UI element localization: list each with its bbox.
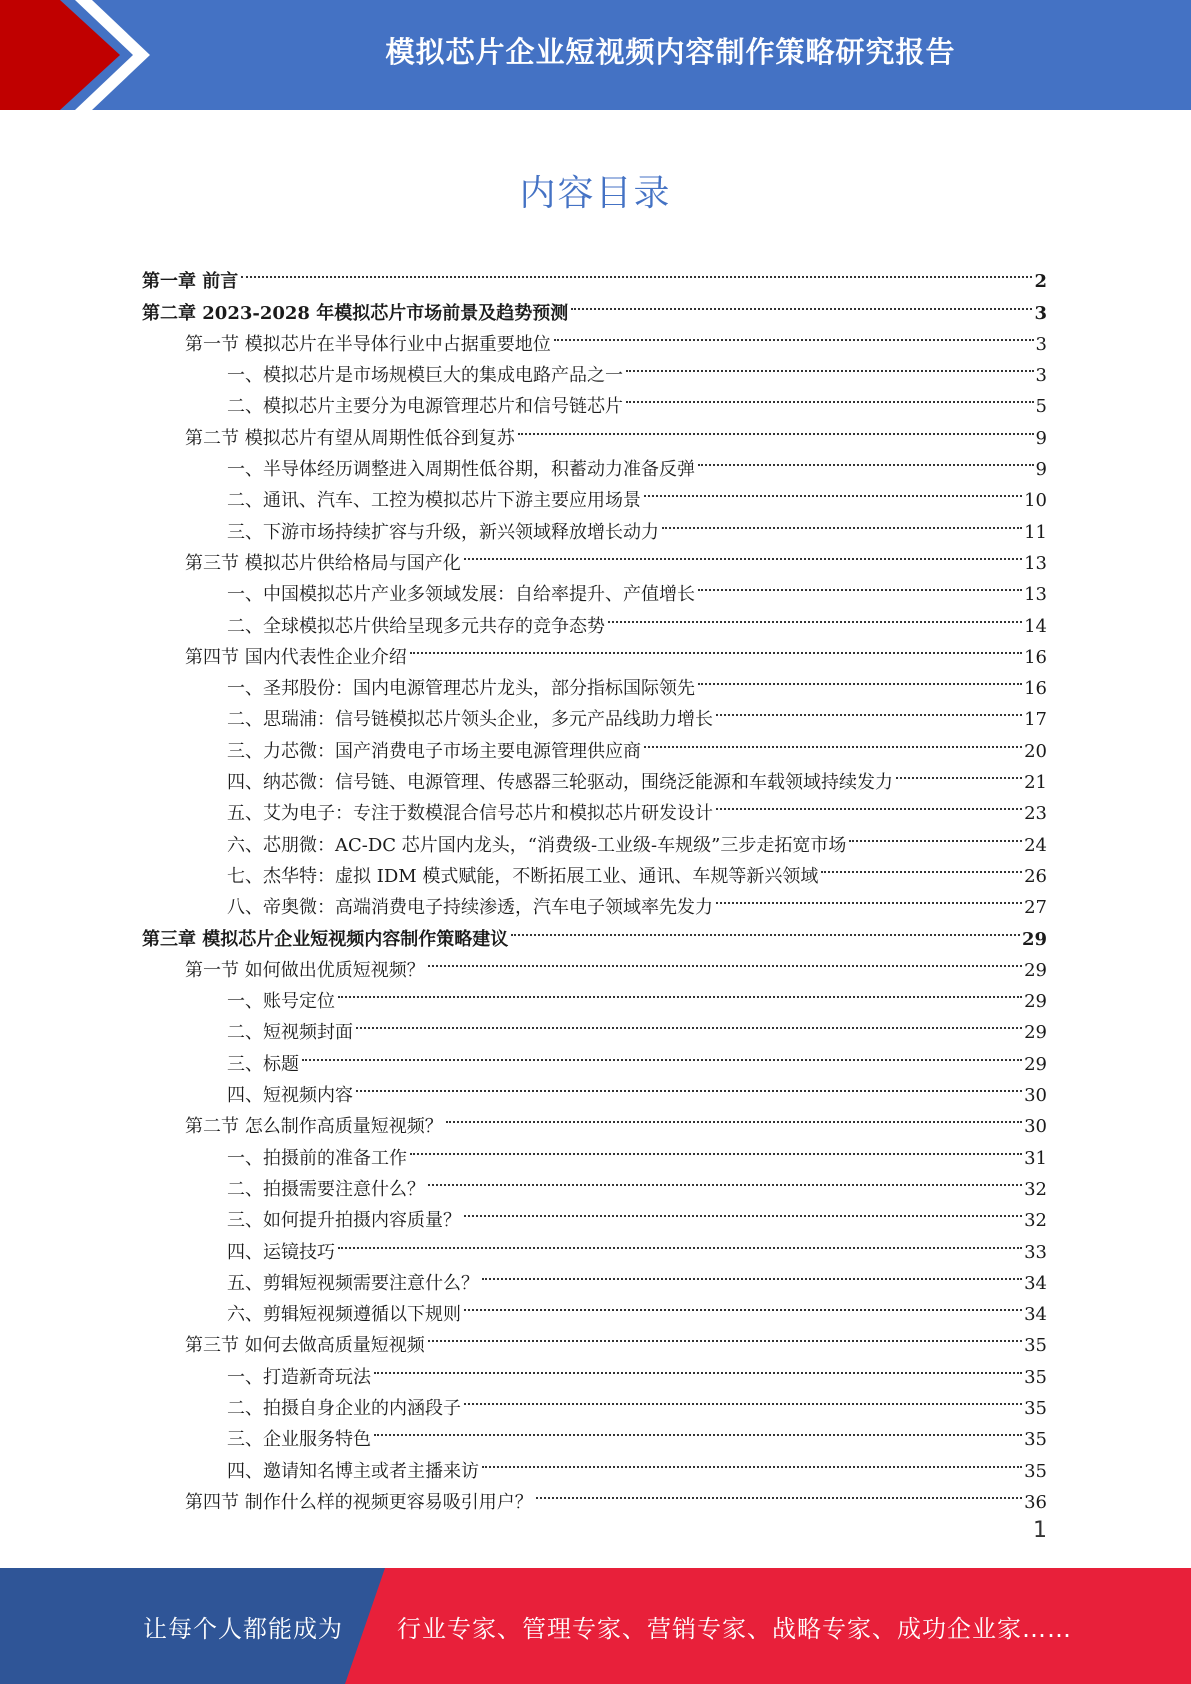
toc-entry-label: 六、剪辑短视频遵循以下规则 bbox=[227, 1304, 461, 1326]
toc-dot-leader bbox=[302, 1027, 1022, 1060]
toc-entry-label: 一、账号定位 bbox=[227, 991, 335, 1013]
toc-entry-page: 31 bbox=[1024, 1147, 1047, 1169]
toc-entry-label: 一、拍摄前的准备工作 bbox=[227, 1147, 407, 1169]
toc-entry-label: 一、打造新奇玩法 bbox=[227, 1366, 371, 1388]
toc-dot-leader bbox=[608, 589, 1022, 622]
toc-dot-leader bbox=[482, 1247, 1022, 1280]
toc-dot-leader bbox=[482, 1434, 1022, 1467]
toc-entry-page: 35 bbox=[1024, 1460, 1047, 1482]
toc-dot-leader bbox=[464, 527, 1022, 560]
toc-entry-label: 一、圣邦股份：国内电源管理芯片龙头，部分指标国际领先 bbox=[227, 678, 695, 700]
toc-entry-page: 9 bbox=[1035, 459, 1047, 481]
toc-dot-leader bbox=[338, 1215, 1022, 1248]
toc-entry-label: 二、短视频封面 bbox=[227, 1022, 353, 1044]
toc-entry-label: 第三节 如何去做高质量短视频 bbox=[185, 1335, 425, 1357]
toc-entry-page: 29 bbox=[1021, 928, 1047, 950]
toc-entry-label: 二、拍摄需要注意什么？ bbox=[227, 1178, 425, 1200]
footer-slogan-right: 行业专家、管理专家、营销专家、战略专家、成功企业家…… bbox=[397, 1614, 1072, 1643]
toc-entry-page: 16 bbox=[1024, 646, 1047, 668]
toc-entry-label: 二、模拟芯片主要分为电源管理芯片和信号链芯片 bbox=[227, 396, 623, 418]
toc-entry-page: 13 bbox=[1024, 584, 1047, 606]
toc-dot-leader bbox=[662, 495, 1022, 528]
toc-entry-label: 五、艾为电子：专注于数模混合信号芯片和模拟芯片研发设计 bbox=[227, 803, 713, 825]
toc-entry-label: 二、拍摄自身企业的内涵段子 bbox=[227, 1397, 461, 1419]
toc-dot-leader bbox=[446, 1090, 1022, 1123]
toc-entry-label: 三、企业服务特色 bbox=[227, 1429, 371, 1451]
toc-dot-leader bbox=[464, 1372, 1022, 1405]
toc-entry-label: 二、通讯、汽车、工控为模拟芯片下游主要应用场景 bbox=[227, 490, 641, 512]
toc-entry-label: 三、如何提升拍摄内容质量？ bbox=[227, 1210, 461, 1232]
header-band bbox=[0, 0, 1191, 110]
toc-entry-page: 17 bbox=[1024, 709, 1047, 731]
toc-entry-label: 第一节 模拟芯片在半导体行业中占据重要地位 bbox=[185, 333, 551, 355]
toc-entry-label: 八、帝奥微：高端消费电子持续渗透，汽车电子领域率先发力 bbox=[227, 897, 713, 919]
toc-entry-page: 3 bbox=[1034, 302, 1047, 324]
toc-entry-page: 3 bbox=[1035, 333, 1047, 355]
toc-entry-page: 29 bbox=[1024, 959, 1047, 981]
table-of-contents bbox=[142, 254, 1047, 1513]
toc-dot-leader bbox=[410, 1121, 1022, 1154]
toc-entry-page: 35 bbox=[1024, 1429, 1047, 1451]
toc-entry-page: 34 bbox=[1024, 1272, 1047, 1294]
toc-dot-leader bbox=[374, 1340, 1022, 1373]
toc-entry-page: 9 bbox=[1035, 427, 1047, 449]
toc-entry-page: 30 bbox=[1024, 1116, 1047, 1138]
toc-entry-page: 10 bbox=[1024, 490, 1047, 512]
toc-entry-label: 二、全球模拟芯片供给呈现多元共存的竞争态势 bbox=[227, 615, 605, 637]
toc-entry-page: 26 bbox=[1024, 865, 1047, 887]
toc-entry-label: 第二节 怎么制作高质量短视频？ bbox=[185, 1116, 443, 1138]
toc-dot-leader bbox=[644, 714, 1022, 747]
toc-dot-leader bbox=[241, 245, 1032, 278]
toc-entry-page: 21 bbox=[1024, 772, 1047, 794]
toc-entry-page: 36 bbox=[1024, 1491, 1047, 1513]
toc-entry-page: 29 bbox=[1024, 1053, 1047, 1075]
toc-entry-page: 23 bbox=[1024, 803, 1047, 825]
toc-entry-label: 三、标题 bbox=[227, 1053, 299, 1075]
toc-entry-page: 11 bbox=[1024, 521, 1047, 543]
toc-entry-page: 34 bbox=[1024, 1304, 1047, 1326]
toc-dot-leader bbox=[511, 902, 1020, 935]
toc-entry-page: 35 bbox=[1024, 1335, 1047, 1357]
toc-dot-leader bbox=[428, 1309, 1022, 1342]
toc-entry-label: 一、中国模拟芯片产业多领域发展：自给率提升、产值增长 bbox=[227, 584, 695, 606]
toc-entry-label: 三、下游市场持续扩容与升级，新兴领域释放增长动力 bbox=[227, 521, 659, 543]
toc-entry-label: 七、杰华特：虚拟 IDM 模式赋能，不断拓展工业、通讯、车规等新兴领域 bbox=[227, 865, 819, 887]
toc-dot-leader bbox=[698, 433, 1034, 466]
toc-entry-label: 第四节 制作什么样的视频更容易吸引用户？ bbox=[185, 1491, 533, 1513]
toc-dot-leader bbox=[716, 777, 1022, 810]
toc-dot-leader bbox=[626, 370, 1034, 403]
toc-dot-leader bbox=[849, 808, 1022, 841]
toc-entry-label: 一、模拟芯片是市场规模巨大的集成电路产品之一 bbox=[227, 365, 623, 387]
toc-entry-page: 20 bbox=[1024, 740, 1047, 762]
toc-entry-label: 四、邀请知名博主或者主播来访 bbox=[227, 1460, 479, 1482]
toc-dot-leader bbox=[626, 339, 1034, 372]
footer-slogan-left: 让每个人都能成为 bbox=[143, 1614, 343, 1643]
toc-heading: 内容目录 bbox=[519, 173, 672, 214]
toc-dot-leader bbox=[428, 934, 1022, 967]
toc-entry-page: 14 bbox=[1024, 615, 1047, 637]
toc-entry-label: 二、思瑞浦：信号链模拟芯片领头企业，多元产品线助力增长 bbox=[227, 709, 713, 731]
toc-dot-leader bbox=[644, 464, 1022, 497]
toc-entry-label: 一、半导体经历调整进入周期性低谷期，积蓄动力准备反弹 bbox=[227, 459, 695, 481]
toc-entry-page: 24 bbox=[1024, 834, 1047, 856]
toc-dot-leader bbox=[571, 276, 1032, 309]
toc-entry-label: 第一章 前言 bbox=[142, 271, 239, 293]
toc-entry-page: 29 bbox=[1024, 991, 1047, 1013]
toc-dot-leader bbox=[518, 401, 1034, 434]
toc-entry-label: 四、运镜技巧 bbox=[227, 1241, 335, 1263]
toc-dot-leader bbox=[338, 965, 1022, 998]
toc-entry-page: 35 bbox=[1024, 1397, 1047, 1419]
toc-entry-label: 第二节 模拟芯片有望从周期性低谷到复苏 bbox=[185, 427, 515, 449]
toc-entry-label: 第一节 如何做出优质短视频？ bbox=[185, 959, 425, 981]
toc-entry-page: 16 bbox=[1024, 678, 1047, 700]
toc-entry-page: 29 bbox=[1024, 1022, 1047, 1044]
toc-entry-label: 六、芯朋微：AC-DC 芯片国内龙头，“消费级-工业级-车规级”三步走拓宽市场 bbox=[227, 834, 847, 856]
toc-dot-leader bbox=[896, 746, 1022, 779]
toc-entry-page: 35 bbox=[1024, 1366, 1047, 1388]
toc-entry-page: 32 bbox=[1024, 1210, 1047, 1232]
toc-dot-leader bbox=[464, 1184, 1022, 1217]
toc-entry-page: 2 bbox=[1034, 271, 1047, 293]
toc-entry-page: 13 bbox=[1024, 552, 1047, 574]
page-number: 1 bbox=[1033, 1518, 1047, 1543]
toc-entry-label: 第三节 模拟芯片供给格局与国产化 bbox=[185, 552, 461, 574]
toc-entry-page: 27 bbox=[1024, 897, 1047, 919]
toc-dot-leader bbox=[356, 1059, 1022, 1092]
toc-dot-leader bbox=[698, 652, 1022, 685]
toc-entry-label: 三、力芯微：国产消费电子市场主要电源管理供应商 bbox=[227, 740, 641, 762]
toc-dot-leader bbox=[554, 308, 1034, 341]
toc-entry-page: 32 bbox=[1024, 1178, 1047, 1200]
toc-dot-leader bbox=[821, 840, 1022, 873]
toc-dot-leader bbox=[536, 1466, 1022, 1499]
toc-dot-leader bbox=[716, 683, 1022, 716]
toc-entry-label: 第四节 国内代表性企业介绍 bbox=[185, 646, 407, 668]
toc-entry-page: 3 bbox=[1035, 365, 1047, 387]
toc-dot-leader bbox=[410, 621, 1022, 654]
toc-dot-leader bbox=[716, 871, 1022, 904]
toc-dot-leader bbox=[464, 1278, 1022, 1311]
toc-entry-page: 5 bbox=[1035, 396, 1047, 418]
toc-entry-label: 第二章 2023-2028 年模拟芯片市场前景及趋势预测 bbox=[142, 302, 569, 324]
toc-dot-leader bbox=[356, 996, 1022, 1029]
footer-band bbox=[0, 1568, 1191, 1684]
report-title: 模拟芯片企业短视频内容制作策略研究报告 bbox=[385, 34, 956, 69]
toc-entry-page: 30 bbox=[1024, 1085, 1047, 1107]
toc-entry-label: 五、剪辑短视频需要注意什么？ bbox=[227, 1272, 479, 1294]
toc-entry-label: 四、纳芯微：信号链、电源管理、传感器三轮驱动，围绕泛能源和车载领域持续发力 bbox=[227, 772, 893, 794]
toc-entry-label: 四、短视频内容 bbox=[227, 1085, 353, 1107]
toc-entry-label: 第三章 模拟芯片企业短视频内容制作策略建议 bbox=[142, 928, 509, 950]
toc-dot-leader bbox=[698, 558, 1022, 591]
toc-dot-leader bbox=[428, 1153, 1022, 1186]
toc-dot-leader bbox=[374, 1403, 1022, 1436]
toc-entry-page: 33 bbox=[1024, 1241, 1047, 1263]
